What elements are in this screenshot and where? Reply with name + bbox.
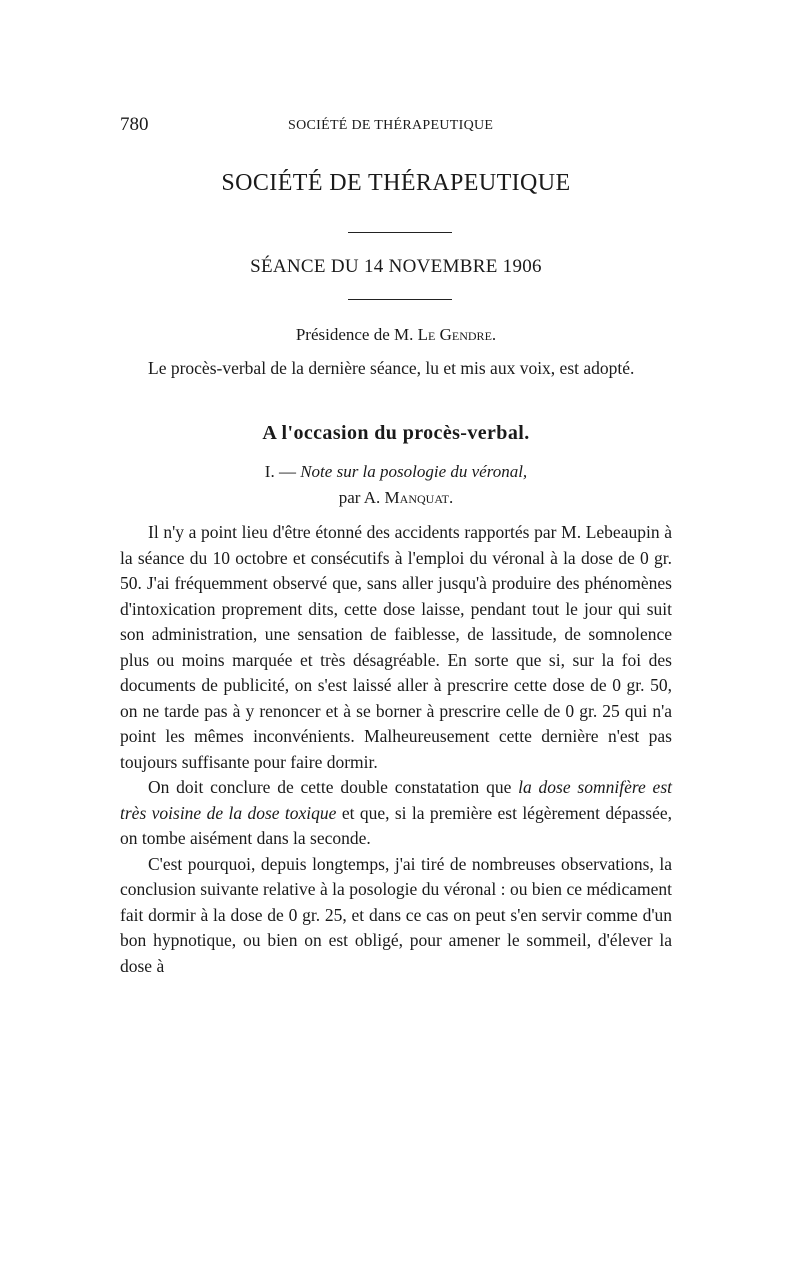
byline	[120, 488, 672, 508]
paragraph-2	[120, 775, 672, 852]
page-number: 780	[120, 114, 149, 135]
society-title: SOCIÉTÉ DE THÉRAPEUTIQUE	[221, 170, 571, 196]
paragraph-3: C'est pourquoi, depuis longtemps, j'ai tiré de nombreuses observations, la conclusion suivante relative à la posologie du véronal : ou bien ce médicament fait dormir à la dose de 0 gr. 25, et dans ce cas on peut s'en servir comme d'un bon hypnotique, ou bien on est obligé, pour amener le sommeil, d'élever la dose à	[120, 853, 672, 976]
paragraph-1: Il n'y a point lieu d'être étonné des accidents rapportés par M. Lebeaupin à la séance du 10 octobre et consécutifs à l'emploi du véronal à la dose de 0 gr. 50. J'ai fréquemment observé que, sans aller jusqu'à produire des phénomènes d'intoxication proprement dits, cette dose laisse, pendant tout le jour qui suit son administration, une sensation de faiblesse, de lassitude, de somnolence plus ou moins marquée et très désagréable. En sorte que si, sur la foi des documents de publicité, on s'est laissé aller à prescrire cette dose de 0 gr. 50, on ne tarde pas à y renoncer et à se borner à prescrire celle de 0 gr. 25 qui n'a point les mêmes inconvénients. Malheureusement cette dernière n'est pas toujours suffisante pour faire dormir.	[120, 522, 672, 772]
byline-prefix: par A.	[338, 488, 385, 507]
divider-bottom	[348, 299, 452, 300]
article-body	[120, 520, 672, 979]
note-title-line	[120, 462, 672, 482]
proces-verbal-text: Le procès-verbal de la dernière séance, lu et mis aux voix, est adopté.	[148, 358, 635, 378]
proces-verbal-paragraph	[120, 356, 672, 382]
president-name: Le Gendre.	[417, 325, 497, 344]
paragraph-2-emphasis: la dose somnifère est très voisine de la dose toxique	[120, 777, 672, 823]
paragraph-2-end: et que, si la première est légèrement dépassée, on tombe aisément dans la seconde.	[120, 802, 672, 848]
divider-top	[348, 232, 452, 233]
note-prefix: I. —	[264, 462, 301, 481]
running-title: SOCIÉTÉ DE THÉRAPEUTIQUE	[288, 118, 494, 133]
presidence-prefix: Présidence de M.	[295, 325, 418, 344]
session-title: SÉANCE DU 14 NOVEMBRE 1906	[250, 256, 542, 277]
presidence-line	[120, 325, 672, 345]
paragraph-2-start: On doit conclure de cette double constatation que	[148, 777, 519, 797]
section-heading: A l'occasion du procès-verbal.	[262, 422, 530, 444]
running-head	[120, 114, 672, 142]
note-title: Note sur la posologie du véronal,	[300, 462, 528, 481]
author-name: Manquat.	[384, 488, 454, 507]
